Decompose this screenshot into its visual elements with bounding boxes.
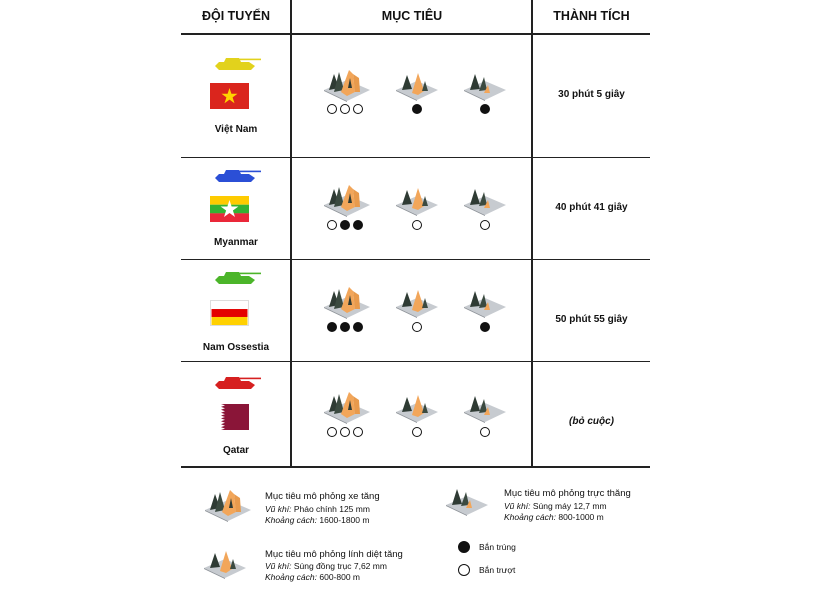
distance-value: 1600-1800 m — [319, 515, 370, 525]
miss-dot-icon — [458, 564, 470, 576]
shot-results — [480, 220, 490, 230]
infantry-target-icon — [394, 393, 440, 423]
shot-results — [412, 104, 422, 114]
team-row-myanmar — [181, 158, 291, 259]
helicopter-target-icon — [462, 393, 508, 423]
result-time: 50 phút 55 giây — [555, 314, 628, 325]
hit-dot-icon — [340, 220, 350, 230]
team-row-vietnam — [181, 34, 291, 157]
helicopter-target-icon — [444, 486, 490, 516]
weapon-label: Vũ khí: — [504, 501, 531, 511]
distance-value: 800-1000 m — [558, 512, 604, 522]
legend-infantry-title: Mục tiêu mô phỏng lính diệt tăng — [265, 549, 403, 560]
result-time: 40 phút 41 giây — [555, 202, 628, 213]
shot-results — [412, 220, 422, 230]
legend-miss-label: Bắn trượt — [479, 565, 516, 575]
infantry-target-icon — [394, 288, 440, 318]
shot-results — [480, 322, 490, 332]
legend-heli-distance — [504, 512, 604, 522]
miss-dot-icon — [412, 427, 422, 437]
tank-target-icon — [322, 68, 372, 102]
legend-tank-distance — [265, 515, 369, 525]
distance-label: Khoảng cách: — [265, 515, 317, 525]
hit-dot-icon — [340, 322, 350, 332]
south-ossetia-flag-icon — [210, 300, 249, 326]
team-row-south-ossetia — [181, 260, 291, 361]
weapon-label: Vũ khí: — [265, 561, 292, 571]
shot-results — [327, 427, 363, 437]
tank-target-icon — [322, 183, 372, 217]
miss-dot-icon — [480, 427, 490, 437]
shot-results — [327, 104, 363, 114]
distance-label: Khoảng cách: — [504, 512, 556, 522]
miss-dot-icon — [480, 220, 490, 230]
miss-dot-icon — [353, 427, 363, 437]
qatar-flag-icon — [210, 404, 249, 430]
legend-heli-title: Mục tiêu mô phỏng trực thăng — [504, 488, 631, 499]
miss-dot-icon — [340, 427, 350, 437]
team-name: Myanmar — [214, 237, 258, 248]
shot-results — [412, 322, 422, 332]
shot-results — [412, 427, 422, 437]
miss-dot-icon — [412, 220, 422, 230]
shot-results — [480, 104, 490, 114]
hit-dot-icon — [353, 322, 363, 332]
tank-icon — [209, 53, 263, 73]
miss-dot-icon — [412, 322, 422, 332]
miss-dot-icon — [327, 104, 337, 114]
helicopter-target-icon — [462, 186, 508, 216]
legend-heli-weapon — [504, 501, 607, 511]
team-row-qatar — [181, 362, 291, 466]
shot-results — [327, 220, 363, 230]
tank-target-icon — [203, 488, 253, 522]
legend-tank-weapon — [265, 504, 370, 514]
miss-dot-icon — [353, 104, 363, 114]
infantry-target-icon — [394, 71, 440, 101]
distance-label: Khoảng cách: — [265, 572, 317, 582]
shot-results — [480, 427, 490, 437]
header-result: THÀNH TÍCH — [553, 9, 630, 23]
header-target: MỤC TIÊU — [381, 9, 443, 23]
legend-hit-label: Bắn trúng — [479, 542, 516, 552]
miss-dot-icon — [340, 104, 350, 114]
hit-dot-icon — [412, 104, 422, 114]
helicopter-target-icon — [462, 288, 508, 318]
result-withdrawn: (bỏ cuộc) — [569, 416, 614, 427]
team-name: Việt Nam — [214, 124, 258, 135]
miss-dot-icon — [327, 427, 337, 437]
tank-icon — [209, 267, 263, 287]
legend-tank-title: Mục tiêu mô phỏng xe tăng — [265, 491, 380, 502]
hit-dot-icon — [353, 220, 363, 230]
weapon-value: Pháo chính 125 mm — [293, 504, 370, 514]
result-time: 30 phút 5 giây — [558, 89, 625, 100]
tank-icon — [209, 372, 263, 392]
vietnam-flag-icon — [210, 83, 249, 109]
tank-target-icon — [322, 390, 372, 424]
tank-target-icon — [322, 285, 372, 319]
tank-icon — [209, 165, 263, 185]
hit-dot-icon — [480, 322, 490, 332]
helicopter-target-icon — [462, 71, 508, 101]
weapon-value: Súng đồng trục 7,62 mm — [293, 561, 387, 571]
team-name: Qatar — [222, 445, 250, 456]
team-name: Nam Ossestia — [202, 342, 270, 353]
column-divider — [531, 0, 533, 467]
shot-results — [327, 322, 363, 332]
miss-dot-icon — [327, 220, 337, 230]
myanmar-flag-icon — [210, 196, 249, 222]
weapon-label: Vũ khí: — [265, 504, 292, 514]
hit-dot-icon — [480, 104, 490, 114]
legend-infantry-distance — [265, 572, 360, 582]
distance-value: 600-800 m — [319, 572, 360, 582]
weapon-value: Súng máy 12,7 mm — [532, 501, 607, 511]
legend-infantry-weapon — [265, 561, 387, 571]
hit-dot-icon — [458, 541, 470, 553]
hit-dot-icon — [327, 322, 337, 332]
infantry-target-icon — [202, 548, 248, 580]
header-team: ĐỘI TUYỂN — [201, 9, 271, 23]
infantry-target-icon — [394, 186, 440, 216]
row-divider — [181, 466, 650, 468]
